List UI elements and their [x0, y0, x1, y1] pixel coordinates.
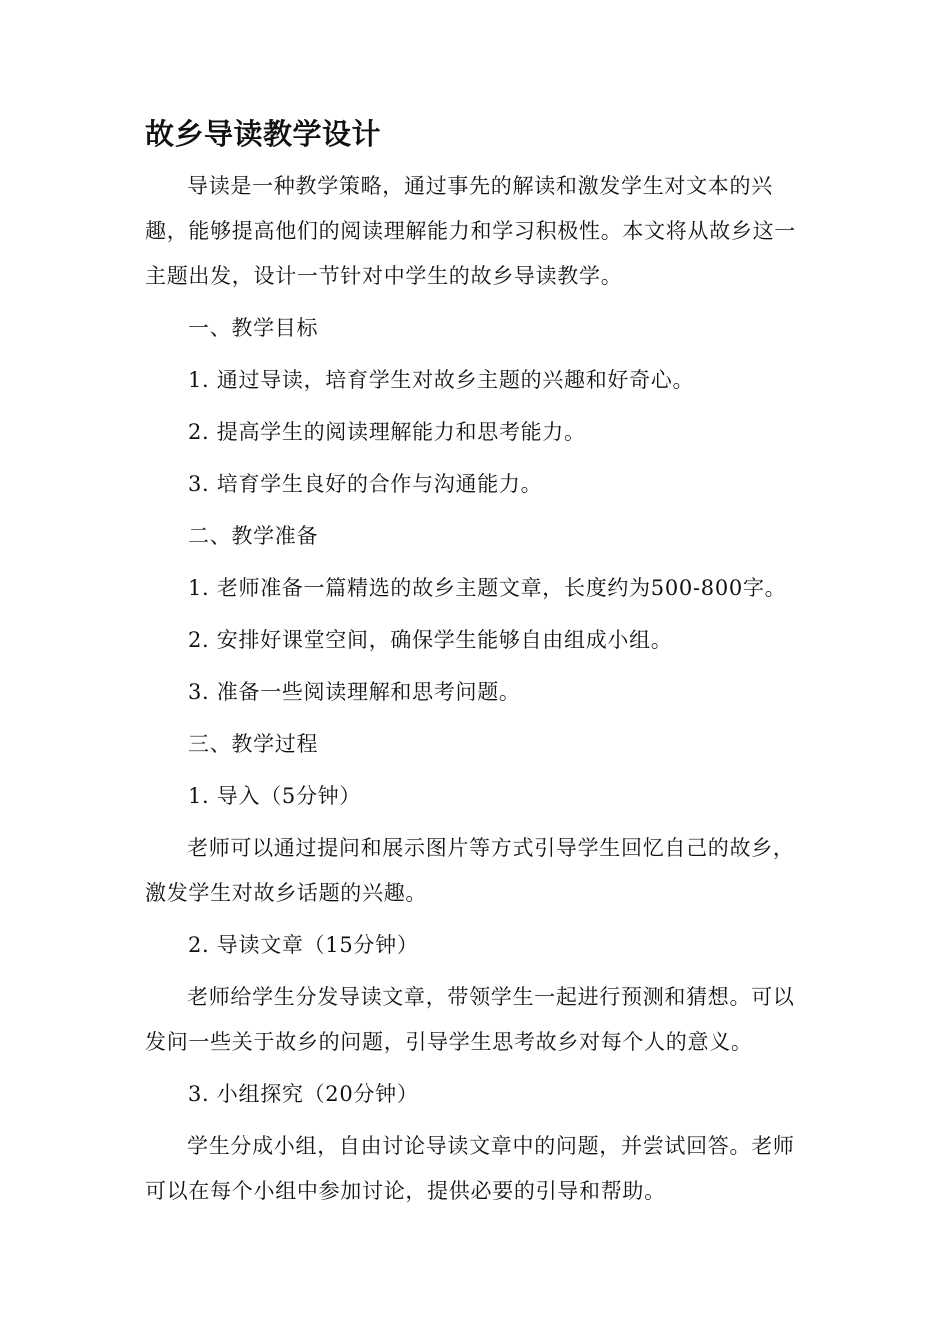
- section-heading-process: 三、教学过程: [188, 732, 319, 756]
- document-page: [145, 112, 810, 1221]
- intro-paragraph: 导读是一种教学策略，通过事先的解读和激发学生对文本的兴趣，能够提高他们的阅读理解能力和学习积极性。本文将从故乡这一主题出发，设计一节针对中学生的故乡导读教学。: [145, 174, 796, 288]
- preparation-item-1: 1. 老师准备一篇精选的故乡主题文章，长度约为500-800字。: [188, 576, 787, 600]
- process-step-3-paragraph: 学生分成小组，自由讨论导读文章中的问题，并尝试回答。老师可以在每个小组中参加讨论，提供必要的引导和帮助。: [145, 1134, 795, 1203]
- section-heading-objectives: 一、教学目标: [188, 316, 319, 340]
- objective-item-2: 2. 提高学生的阅读理解能力和思考能力。: [188, 420, 586, 444]
- process-step-3-heading: 3. 小组探究（20分钟）: [188, 1082, 419, 1106]
- objective-item-1: 1. 通过导读，培育学生对故乡主题的兴趣和好奇心。: [188, 368, 695, 392]
- process-step-1-paragraph: 老师可以通过提问和展示图片等方式引导学生回忆自己的故乡，激发学生对故乡话题的兴趣。: [145, 836, 795, 905]
- preparation-item-3: 3. 准备一些阅读理解和思考问题。: [188, 680, 521, 704]
- process-step-1-heading: 1. 导入（5分钟）: [188, 784, 362, 808]
- process-step-2-paragraph: 老师给学生分发导读文章，带领学生一起进行预测和猜想。可以发问一些关于故乡的问题，引导学生思考故乡对每个人的意义。: [145, 985, 795, 1054]
- objective-item-3: 3. 培育学生良好的合作与沟通能力。: [188, 472, 543, 496]
- preparation-item-2: 2. 安排好课堂空间，确保学生能够自由组成小组。: [188, 628, 673, 652]
- section-heading-preparation: 二、教学准备: [188, 524, 319, 548]
- document-title: 故乡导读教学设计: [145, 117, 382, 151]
- process-step-2-heading: 2. 导读文章（15分钟）: [188, 933, 419, 957]
